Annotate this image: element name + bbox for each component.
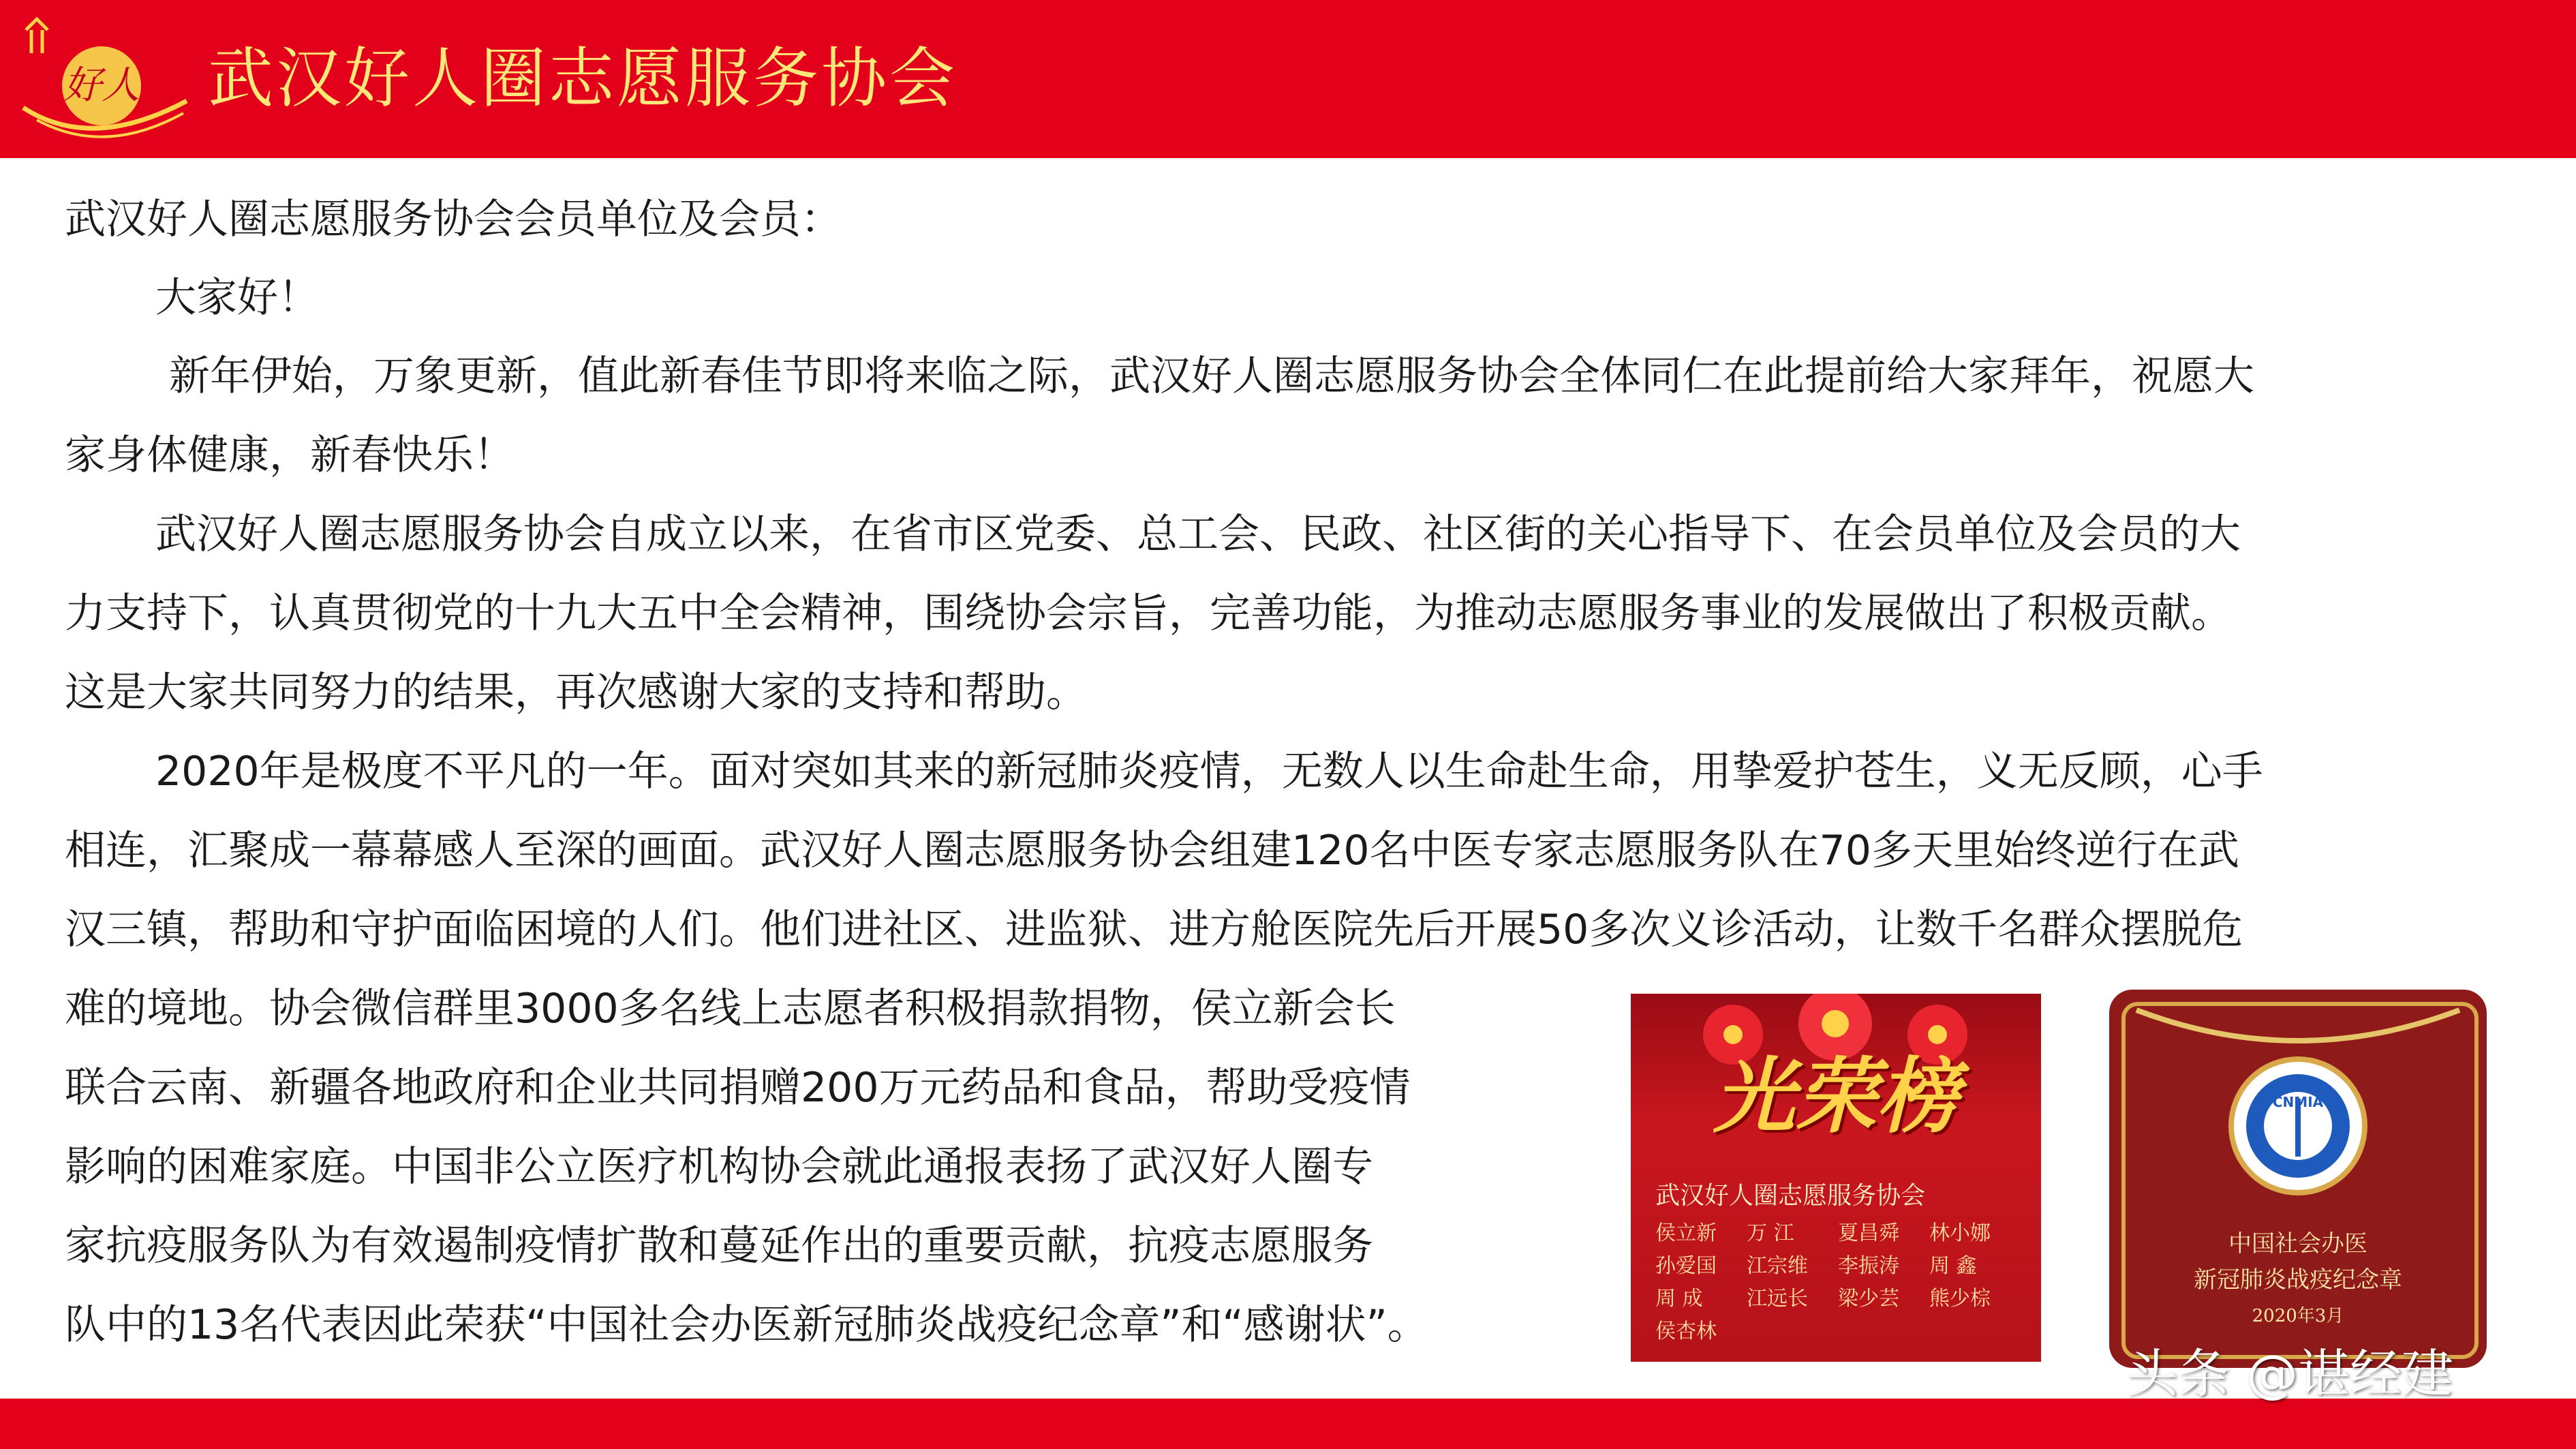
greeting: 大家好！: [155, 274, 319, 322]
body-line: 影响的困难家庭。中国非公立医疗机构协会就此通报表扬了武汉好人圈专: [65, 1143, 1373, 1191]
honoree-name: 熊少棕: [1929, 1287, 1991, 1311]
honor-board-names: [1655, 1217, 2037, 1348]
commemorative-medal-image: [2109, 990, 2487, 1368]
medal-emblem-text: CNMIA: [2272, 1094, 2324, 1110]
watermark: 头条 @谌经建: [2126, 1343, 2454, 1404]
body-line: 武汉好人圈志愿服务协会自成立以来，在省市区党委、总工会、民政、社区街的关心指导下、在会员单位及会员的大: [155, 510, 2241, 558]
honoree-name: 江宗维: [1747, 1254, 1808, 1278]
body-line: 家抗疫服务队为有效遏制疫情扩散和蔓延作出的重要贡献，抗疫志愿服务: [65, 1222, 1373, 1270]
honoree-name: 周 鑫: [1929, 1254, 1977, 1278]
medal-line1: 中国社会办医: [2228, 1230, 2367, 1257]
body-line: 新年伊始，万象更新，值此新春佳节即将来临之际，武汉好人圈志愿服务协会全体同仁在此提前给大家拜年，祝愿大: [169, 352, 2254, 400]
honor-board-org: 武汉好人圈志愿服务协会: [1655, 1182, 1926, 1210]
honoree-name: 侯杏林: [1655, 1320, 1717, 1343]
page-title: 武汉好人圈志愿服务协会: [208, 40, 957, 117]
salutation: 武汉好人圈志愿服务协会会员单位及会员：: [65, 196, 842, 243]
honoree-name: 江远长: [1747, 1287, 1808, 1311]
body-line: 这是大家共同努力的结果，再次感谢大家的支持和帮助。: [65, 669, 1087, 716]
medal-emblem-icon: [2109, 990, 2487, 1221]
body-line: 家身体健康，新春快乐！: [65, 431, 515, 479]
body-line: 联合云南、新疆各地政府和企业共同捐赠200万元药品和食品，帮助受疫情: [65, 1064, 1411, 1112]
honoree-name: 侯立新: [1655, 1221, 1717, 1245]
honoree-name: 梁少芸: [1838, 1287, 1899, 1311]
medal-date: 2020年3月: [2252, 1306, 2344, 1326]
body-line: 力支持下，认真贯彻党的十九大五中全会精神，围绕协会宗旨，完善功能，为推动志愿服务事业的发展做出了积极贡献。: [65, 590, 2232, 637]
honor-board-title: 光荣榜: [1713, 1048, 1959, 1144]
body-line: 难的境地。协会微信群里3000多名线上志愿者积极捐款捐物，侯立新会长: [65, 985, 1396, 1033]
honoree-name: 林小娜: [1929, 1221, 1991, 1245]
honoree-name: 夏昌舜: [1838, 1221, 1899, 1245]
honoree-name: 万 江: [1747, 1221, 1794, 1245]
body-line: 队中的13名代表因此荣获“中国社会办医新冠肺炎战疫纪念章”和“感谢状”。: [65, 1301, 1428, 1349]
body-line: 相连，汇聚成一幕幕感人至深的画面。武汉好人圈志愿服务协会组建120名中医专家志愿服务队在70多天里始终逆行在武: [65, 827, 2239, 874]
logo-text: 好人: [63, 63, 140, 108]
body-line: 汉三镇，帮助和守护面临困境的人们。他们进社区、进监狱、进方舱医院先后开展50多次义诊活动，让数千名群众摆脱危: [65, 906, 2243, 954]
honoree-name: 李振涛: [1838, 1254, 1899, 1278]
honoree-name: 周 成: [1655, 1287, 1703, 1311]
medal-line2: 新冠肺炎战疫纪念章: [2194, 1266, 2402, 1294]
honor-board-image: [1631, 994, 2041, 1362]
body-line: 2020年是极度不平凡的一年。面对突如其来的新冠肺炎疫情，无数人以生命赴生命，用挚爱护苍生，义无反顾，心手: [155, 748, 2263, 795]
honoree-name: 孙爱国: [1655, 1254, 1717, 1278]
